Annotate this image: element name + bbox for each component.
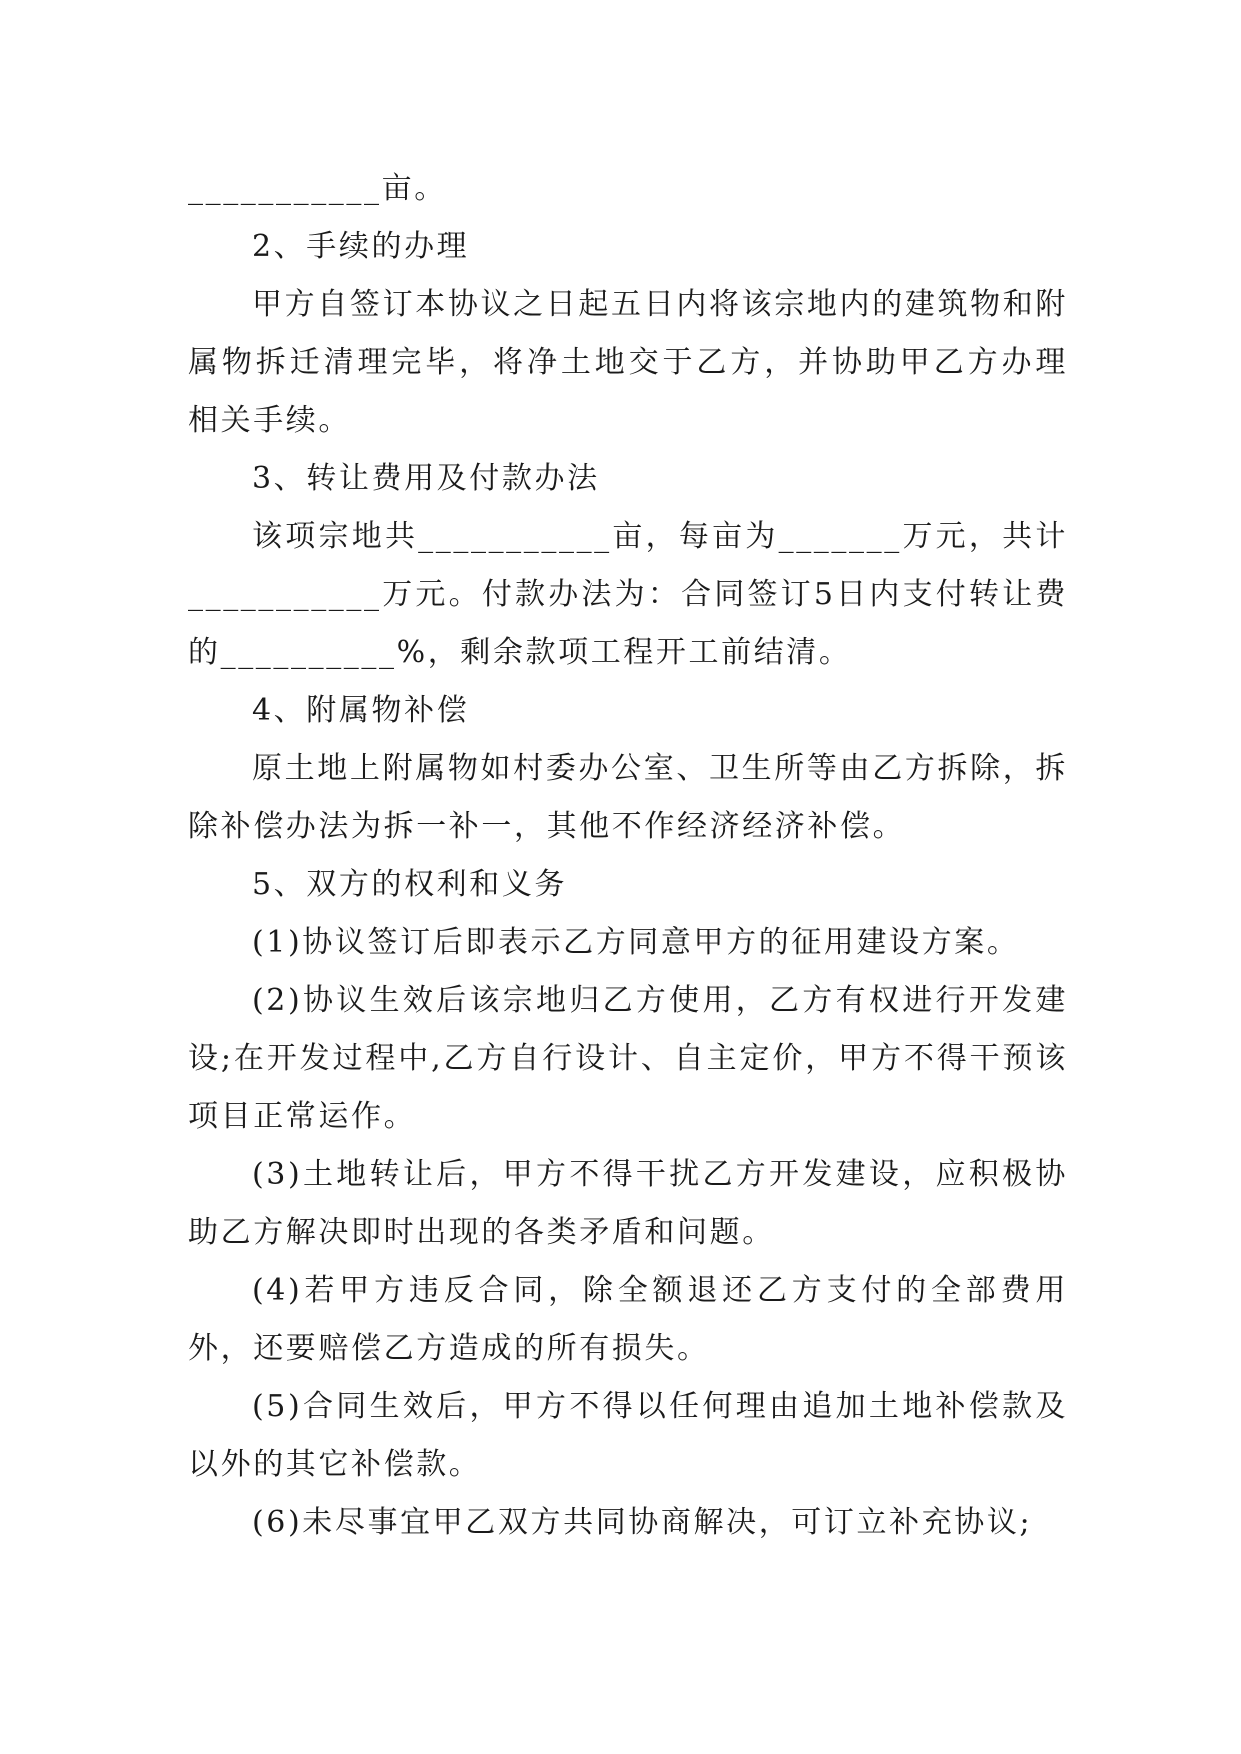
clause-5: (5)合同生效后，甲方不得以任何理由追加土地补偿款及以外的其它补偿款。 bbox=[188, 1389, 1068, 1482]
clause-4: (4)若甲方违反合同，除全额退还乙方支付的全部费用外，还要赔偿乙方造成的所有损失。 bbox=[188, 1273, 1068, 1366]
heading-procedures: 2、手续的办理 bbox=[252, 229, 470, 264]
paragraph-area-tail: ___________亩。 bbox=[188, 171, 447, 206]
clause-6: (6)未尽事宜甲乙双方共同协商解决，可订立补充协议; bbox=[252, 1505, 1033, 1540]
paragraph-transfer-fee: 该项宗地共___________亩，每亩为_______万元，共计___________万元。付款办法为：合同签订5日内支付转让费的__________%，剩余款项工程开工前结清。 bbox=[188, 519, 1068, 670]
heading-attachment-compensation: 4、附属物补偿 bbox=[252, 693, 470, 728]
clause-2: (2)协议生效后该宗地归乙方使用，乙方有权进行开发建设;在开发过程中,乙方自行设计、自主定价，甲方不得干预该项目正常运作。 bbox=[188, 983, 1068, 1134]
clause-3: (3)土地转让后，甲方不得干扰乙方开发建设，应积极协助乙方解决即时出现的各类矛盾和问题。 bbox=[188, 1157, 1068, 1250]
heading-transfer-fee: 3、转让费用及付款办法 bbox=[252, 461, 600, 496]
heading-rights-obligations: 5、双方的权利和义务 bbox=[252, 867, 568, 902]
clause-1: (1)协议签订后即表示乙方同意甲方的征用建设方案。 bbox=[252, 925, 1020, 960]
document-body bbox=[188, 160, 1068, 1552]
paragraph-procedures: 甲方自签订本协议之日起五日内将该宗地内的建筑物和附属物拆迁清理完毕，将净土地交于乙方，并协助甲乙方办理相关手续。 bbox=[188, 287, 1068, 438]
paragraph-attachment-compensation: 原土地上附属物如村委办公室、卫生所等由乙方拆除，拆除补偿办法为拆一补一，其他不作经济经济补偿。 bbox=[188, 751, 1068, 844]
